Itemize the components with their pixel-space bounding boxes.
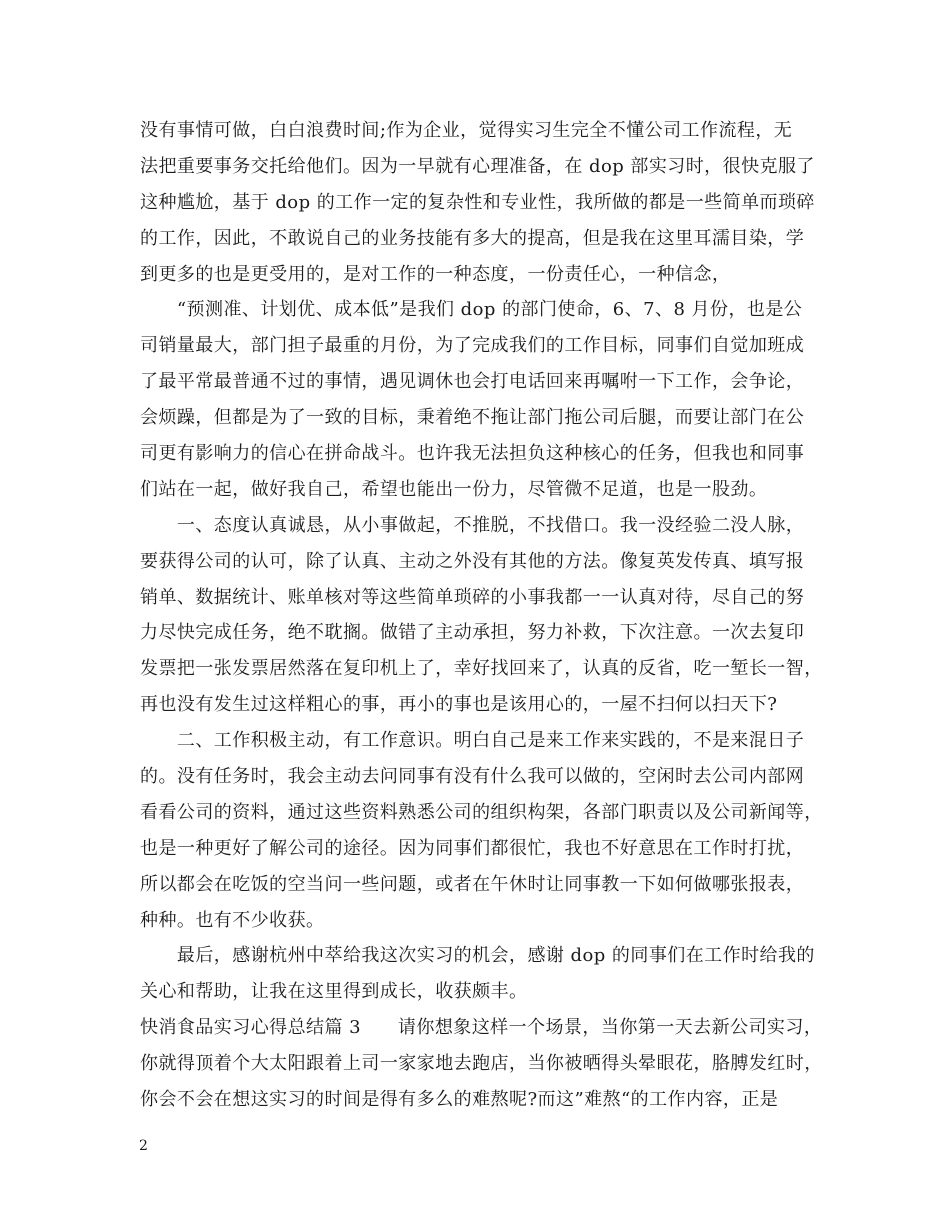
text-line: 你会不会在想这实习的时间是得有多么的难熬呢?而这”难熬“的工作内容，正是 — [140, 1089, 779, 1111]
text-line: 的工作，因此，不敢说自己的业务技能有多大的提高，但是我在这里耳濡目染，学 — [140, 227, 805, 249]
text-line: 到更多的也是更受用的，是对工作的一种态度，一份责任心，一种信念， — [140, 263, 731, 285]
text-line: 你就得顶着个大太阳跟着上司一家家地去跑店，当你被晒得头晕眼花，胳膊发红时， — [140, 1053, 823, 1075]
page-number: 2 — [139, 1138, 148, 1154]
text-line: 销单、数据统计、账单核对等这些简单琐碎的小事我都一一认真对待，尽自己的努 — [140, 586, 805, 608]
text-line: 要获得公司的认可，除了认真、主动之外没有其他的方法。像复英发传真、填写报 — [140, 550, 805, 572]
body-text — [140, 113, 830, 1118]
text-line: 关心和帮助，让我在这里得到成长，收获颇丰。 — [140, 981, 528, 1003]
text-line: 的。没有任务时，我会主动去问同事有没有什么我可以做的，空闲时去公司内部网 — [140, 766, 805, 788]
text-line: 司销量最大，部门担子最重的月份，为了完成我们的工作目标，同事们自觉加班成 — [140, 335, 805, 357]
text-line: 们站在一起，做好我自己，希望也能出一份力，尽管微不足道，也是一股劲。 — [140, 478, 768, 500]
text-line: 再也没有发生过这样粗心的事，再小的事也是该用心的，一屋不扫何以扫天下? — [140, 694, 778, 716]
text-line: 这种尴尬，基于 dop 的工作一定的复杂性和专业性，我所做的都是一些简单而琐碎 — [140, 191, 815, 213]
text-line: 司更有影响力的信心在拼命战斗。也许我无法担负这种核心的任务，但我也和同事 — [140, 443, 805, 465]
text-line: 看看公司的资料，通过这些资料熟悉公司的组织构架，各部门职责以及公司新闻等， — [140, 801, 823, 823]
text-line: 快消食品实习心得总结篇 3 请你想象这样一个场景，当你第一天去新公司实习， — [140, 1017, 823, 1039]
text-line: 法把重要事务交托给他们。因为一早就有心理准备，在 dop 部实习时，很快克服了 — [140, 155, 815, 177]
text-line: 发票把一张发票居然落在复印机上了，幸好找回来了，认真的反省，吃一堑长一智， — [140, 658, 823, 680]
text-line: 二、工作积极主动，有工作意识。明白自己是来工作来实践的，不是来混日子 — [140, 730, 805, 752]
text-line: 种种。也有不少收获。 — [140, 909, 325, 931]
text-line: “预测准、计划优、成本低”是我们 dop 的部门使命，6、7、8 月份，也是公 — [140, 299, 803, 321]
text-line: 一、态度认真诚恳，从小事做起，不推脱，不找借口。我一没经验二没人脉， — [140, 514, 805, 536]
text-line: 最后，感谢杭州中萃给我这次实习的机会，感谢 dop 的同事们在工作时给我的 — [140, 945, 815, 967]
text-line: 也是一种更好了解公司的途径。因为同事们都很忙，我也不好意思在工作时打扰， — [140, 837, 805, 859]
text-line: 会烦躁，但都是为了一致的目标，秉着绝不拖让部门拖公司后腿，而要让部门在公 — [140, 407, 805, 429]
text-line: 所以都会在吃饭的空当问一些问题，或者在午休时让同事教一下如何做哪张报表， — [140, 873, 805, 895]
text-line: 力尽快完成任务，绝不耽搁。做错了主动承担，努力补救，下次注意。一次去复印 — [140, 622, 805, 644]
text-line: 了最平常最普通不过的事情，遇见调休也会打电话回来再嘱咐一下工作，会争论， — [140, 371, 805, 393]
text-line: 没有事情可做，白白浪费时间;作为企业，觉得实习生完全不懂公司工作流程，无 — [140, 120, 793, 141]
